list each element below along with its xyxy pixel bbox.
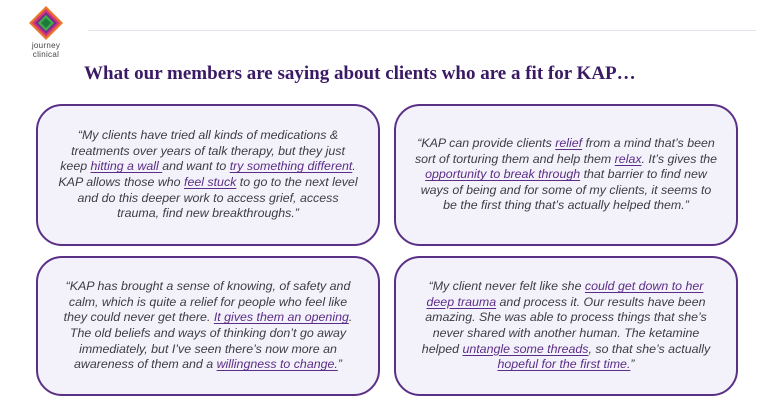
quote-text: ” bbox=[337, 357, 342, 372]
journey-clinical-logo bbox=[24, 6, 68, 59]
highlighted-phrase: hitting a wall bbox=[90, 159, 163, 174]
testimonial-quote bbox=[414, 136, 718, 214]
quote-text: . KAP allows those who bbox=[58, 159, 356, 189]
highlighted-phrase: could get down to her deep trauma bbox=[426, 279, 704, 309]
quote-text: “KAP has brought a sense of knowing, of safety and calm, which is quite a relief for people who feel like they could never get there. bbox=[63, 279, 351, 325]
logo-diamond-icon bbox=[29, 6, 63, 40]
testimonial-card-1 bbox=[36, 104, 380, 246]
quote-text: , so that she’s actually bbox=[588, 341, 711, 356]
logo-text-line1: journey bbox=[31, 41, 61, 50]
quote-text: . It’s gives the bbox=[641, 151, 718, 166]
quote-text: and process it. Our results have been amazing. She was able to process things that she’s never shared with another human. The ketamine helped bbox=[421, 294, 707, 356]
quote-text: “KAP can provide clients bbox=[417, 136, 556, 151]
quote-text: ” bbox=[630, 357, 635, 372]
testimonial-card-3 bbox=[36, 256, 380, 396]
quote-text: from a mind that’s been sort of torturing them and help them bbox=[414, 136, 715, 166]
testimonial-card-2 bbox=[394, 104, 738, 246]
logo-text-line2: clinical bbox=[32, 50, 60, 59]
quote-text: that barrier to find new ways of being and for some of my clients, it seems to be the first thing that’s actually helped them.” bbox=[420, 167, 712, 213]
quote-text: . The old beliefs and ways of thinking don’t go away immediately, but I’ve seen there’s now more an awareness of them and a bbox=[69, 310, 353, 372]
highlighted-phrase: relief bbox=[555, 136, 583, 151]
testimonial-card-4 bbox=[394, 256, 738, 396]
highlighted-phrase: hopeful for the first time. bbox=[497, 357, 631, 372]
quote-text: “My client never felt like she bbox=[428, 279, 585, 294]
highlighted-phrase: willingness to change. bbox=[216, 357, 338, 372]
highlighted-phrase: opportunity to break through bbox=[425, 167, 581, 182]
testimonial-quote bbox=[414, 279, 718, 373]
highlighted-phrase: feel stuck bbox=[184, 175, 237, 189]
quote-text: and want to bbox=[162, 159, 230, 174]
highlighted-phrase: It gives them an opening bbox=[213, 310, 349, 325]
testimonial-quote bbox=[56, 279, 360, 373]
highlighted-phrase: try something different bbox=[229, 159, 353, 174]
highlighted-phrase: relax bbox=[614, 151, 642, 166]
quote-text: to go to the next level and do this deeper work to access grief, access trauma, find new breakthroughs.” bbox=[77, 175, 358, 221]
header-divider bbox=[88, 30, 756, 31]
quote-text: “My clients have tried all kinds of medications & treatments over years of talk therapy, but they just keep bbox=[60, 128, 345, 174]
highlighted-phrase: untangle some threads bbox=[462, 341, 589, 356]
page-title: What our members are saying about clients who are a fit for KAP… bbox=[84, 63, 636, 84]
testimonial-quote bbox=[56, 128, 360, 222]
